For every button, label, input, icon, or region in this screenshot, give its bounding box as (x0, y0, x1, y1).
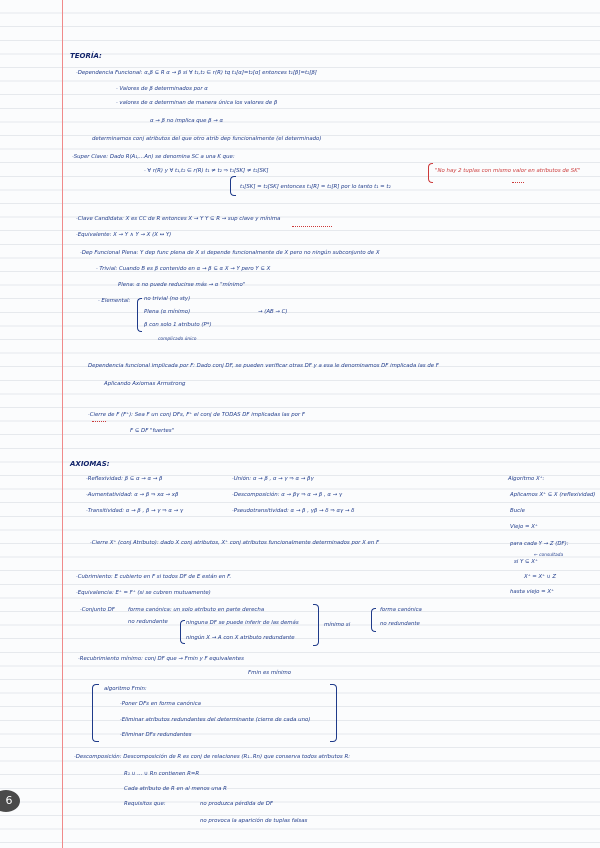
axioma-middle-2: ·Descomposición: α → βγ ⇒ α → β , α → γ (232, 492, 343, 498)
minimo-item-4: ningún X → A con X atributo redundante (186, 635, 295, 641)
algoritmo-x-step-6: X⁺ = X⁺ ∪ Z (524, 574, 557, 580)
df-note-2: · valores de α determinan de manera única los valores de β (116, 100, 278, 106)
teoria-heading: TEORÍA: (70, 52, 102, 60)
cierre-x-def: ·Cierre X⁺ (conj Atributo): dado X conj atributos, X⁺ conj atributos funcionalmente determinados por X en F (90, 540, 380, 546)
requisito-1: no produzca pérdida de DF (200, 801, 274, 807)
algoritmo-fmin-step-2: ·Eliminar atributos redundantes del determinante (cierre de cada uno) (120, 717, 311, 723)
cierre-underline (92, 421, 106, 422)
minimo-word: mínimo si (324, 622, 351, 628)
dep-funcional-plena-def: ·Dep Funcional Plena: Y dep func plena de X si depende funcionalmente de X pero no ningún subconjunto de X (80, 250, 380, 256)
superclave-line-1: · ∀ r(R) y ∀ t₁,t₂ ∈ r(R) t₁ ≠ t₂ ⇒ t₁[SK] ≠ t₂[SK] (144, 168, 269, 174)
recubrimiento-def: ·Recubrimiento mínimo: conj DF que → Fmin y F equivalentes (78, 656, 244, 662)
equivalencia-def: ·Equivalencia: E⁺ = F⁺ (si se cubren mutuamente) (76, 590, 211, 596)
minimo-item-2: no redundante (128, 619, 168, 625)
algoritmo-fmin-step-1: ·Poner DFs en forma canónica (120, 701, 201, 707)
note-underline (512, 182, 524, 183)
clave-candidata-def: ·Clave Candidata: X es CC de R entonces X → Y Y ⊆ R → sup clave y mínima (76, 216, 281, 222)
elemental-note: complicado único (158, 337, 197, 342)
dep-implicada-def: Dependencia funcional implicada por F: Dado conj DF, se pueden verificar otras DF y a esa le denominamos DF implicada las de F (88, 363, 439, 369)
algoritmo-x-title: Algoritmo X⁺: (508, 476, 545, 482)
axioma-middle-1: ·Unión: α → β , α → γ ⇒ α → βγ (232, 476, 314, 482)
df-note-1: · Valores de β determinados por α (116, 86, 208, 92)
equivalente-def: ·Equivalente: X → Y ∧ Y → X (X ↔ Y) (76, 232, 172, 238)
minimo-right-1: forma canónica (380, 607, 422, 613)
elemental-arrow: → (AB → C) (258, 309, 288, 315)
plena-def: Plena: α no puede reducirse más → α "mínimo" (118, 282, 246, 288)
algoritmo-fmin-step-3: ·Eliminar DFs redundantes (120, 732, 192, 738)
minimo-right-brace (313, 604, 319, 646)
minimo-right-2: no redundante (380, 621, 420, 627)
algoritmo-brace-right (330, 684, 337, 742)
descomposicion-item-3: Requisitos que: (124, 801, 166, 807)
trivial-def: · Trivial: Cuando B es β contenido en α → β ⊆ α X → Y pero Y ⊆ X (96, 266, 271, 272)
minimo-inner-brace (180, 620, 185, 644)
minimo-item-1: forma canónica: un solo atributo en parte derecha (128, 607, 265, 613)
elemental-item-2: Plena (α mínimo) (144, 309, 191, 315)
requisito-2: no provoca la aparición de tuplas falsas (200, 818, 308, 824)
minimo-item-3: ninguna DF se puede inferir de las demás (186, 620, 299, 626)
superclave-line-2: t₁[SK] = t₂[SK] entonces t₁[R] = t₂[R] por lo tanto t₁ = t₂ (240, 184, 391, 190)
superclave-note-brace (428, 163, 433, 183)
clave-underline (292, 226, 332, 227)
margin-line (62, 0, 63, 848)
superclave-def: ·Super Clave: Dado R(A₁,...An) se denomina SC a una K que: (72, 154, 235, 160)
cierre-sub: F ⊆ DF "fuertes" (130, 428, 175, 434)
algoritmo-x-step-5: si Y ⊆ X⁺ (514, 559, 538, 565)
algoritmo-x-step-2: Bucle (510, 508, 525, 514)
dependencia-funcional-def: ·Dependencia Funcional: α,β ⊆ R α → β si ∀ t₁,t₂ ∈ r(R) tq t₁[α]=t₂[α] entonces t₁[β]=t₂[β] (76, 70, 317, 76)
dep-implicada-sub: Aplicando Axiomas Armstrong (104, 381, 186, 387)
axioma-left-2: ·Aumentatividad: α → β ⇒ xα → xβ (86, 492, 179, 498)
cierre-def: ·Cierre de F (F⁺): Sea F un conj DFs, F⁺ el conj de TODAS DF implicadas las por F (88, 412, 305, 418)
algoritmo-x-step-3: Viejo = X⁺ (510, 524, 538, 530)
df-note-4: determinamos conj atributos del que otro atrib dep funcionalmente (el determinado) (92, 136, 322, 142)
algoritmo-brace-left (92, 684, 99, 742)
elemental-label: · Elemental: (98, 298, 131, 304)
algoritmo-x-note: ← consultada (534, 553, 564, 558)
elemental-brace (137, 298, 142, 332)
descomposicion-item-2: Cada atributo de R en al menos una R (124, 786, 227, 792)
elemental-item-3: β con solo 1 atributo (P*) (144, 322, 212, 328)
algoritmo-x-step-7: hasta viejo = X⁺ (510, 589, 554, 595)
axiomas-heading: AXIOMAS: (70, 460, 110, 468)
minimo-label: ·Conjunto DF (80, 607, 115, 613)
axioma-middle-3: ·Pseudotransitividad: α → β , γβ → δ ⇒ αγ → δ (232, 508, 355, 514)
page-number-badge[interactable]: 6 (0, 790, 20, 812)
axioma-left-3: ·Transitividad: α → β , β → γ ⇒ α → γ (86, 508, 184, 514)
recubrimiento-sub: Fmin es mínimo (248, 670, 292, 676)
superclave-note: "No hay 2 tuplas con mismo valor en atributos de SK" (435, 168, 581, 174)
superclave-brace (230, 176, 236, 196)
elemental-item-1: no trivial (no sty) (144, 296, 191, 302)
cubrimiento-def: ·Cubrimiento: E cubierto en F si todos DF de E están en F. (76, 574, 232, 580)
axioma-left-1: ·Reflexividad: β ⊆ α → α → β (86, 476, 163, 482)
descomposicion-item-1: R₁ ∪ ... ∪ Rn contienen R=R (124, 771, 200, 777)
algoritmo-x-step-4: para cada Y → Z (DF): (510, 541, 569, 547)
minimo-result-brace (371, 608, 376, 632)
descomposicion-def: ·Descomposición: Descomposición de R es conj de relaciones (R₁..Rn) que conserva todos atributos R: (74, 754, 351, 760)
df-note-3: α → β no implica que β → α (150, 118, 224, 124)
algoritmo-fmin-heading: algoritmo Fmin: (104, 686, 147, 692)
algoritmo-x-step-1: Aplicamos X⁺ ⊆ X (reflexividad) (510, 492, 596, 498)
